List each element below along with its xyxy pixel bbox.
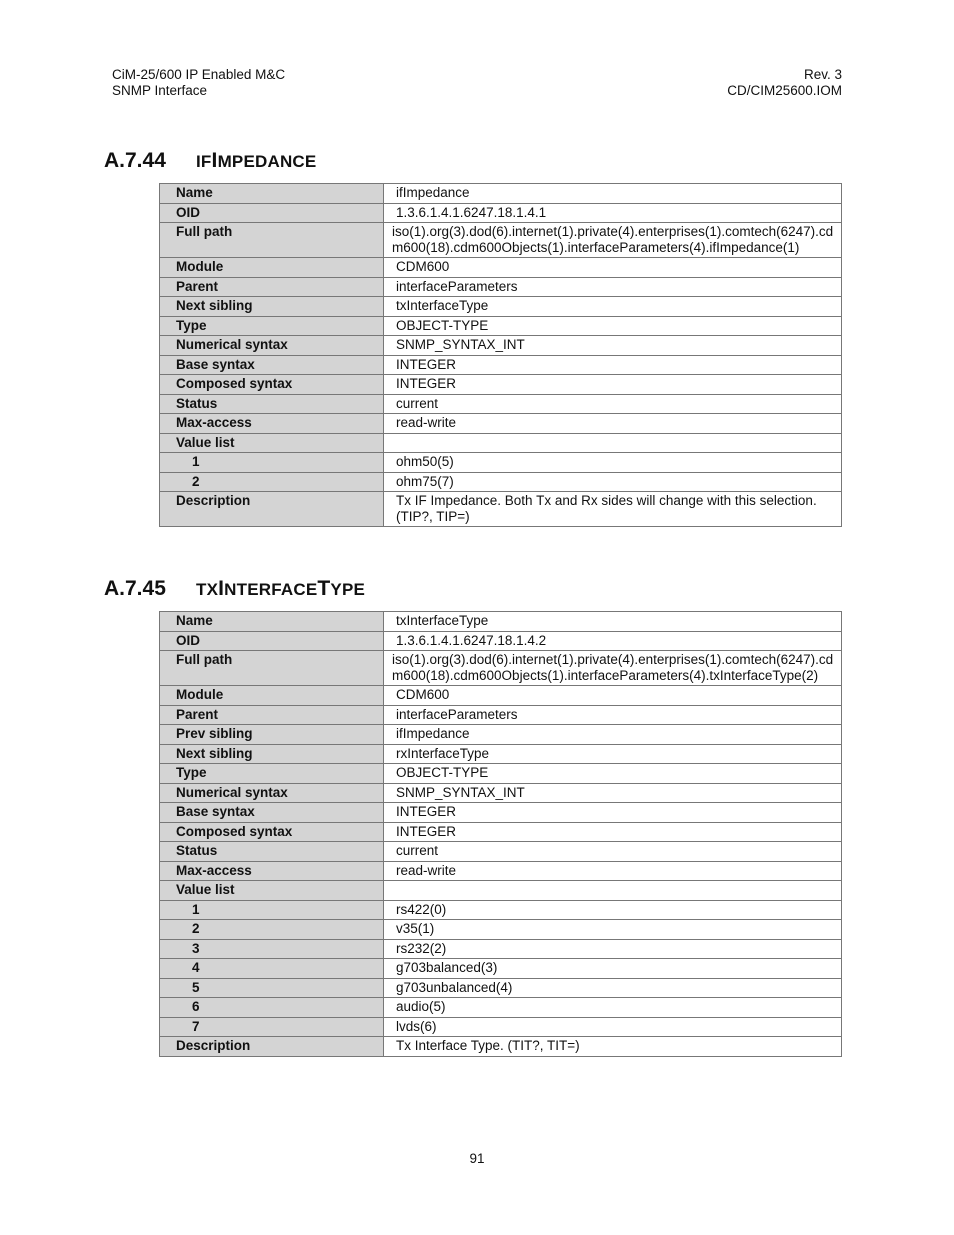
header-subtitle: SNMP Interface (112, 83, 208, 98)
field-value: SNMP_SYNTAX_INT (384, 783, 842, 803)
table-row (160, 978, 842, 998)
field-label: Status (160, 842, 384, 862)
field-value: 1.3.6.1.4.1.6247.18.1.4.2 (384, 631, 842, 651)
field-label: 1 (160, 453, 384, 473)
field-label: Value list (160, 433, 384, 453)
field-value: v35(1) (384, 920, 842, 940)
table-row (160, 203, 842, 223)
table-row (160, 472, 842, 492)
table-row (160, 1017, 842, 1037)
field-value: Tx IF Impedance. Both Tx and Rx sides will change with this selection. (TIP?, TIP=) (384, 492, 842, 527)
table-row (160, 822, 842, 842)
table-row (160, 453, 842, 473)
section-number: A.7.45 (104, 577, 166, 600)
field-label: Type (160, 316, 384, 336)
table-row (160, 612, 842, 632)
field-value: INTEGER (384, 822, 842, 842)
section-title-part: IF (196, 152, 212, 171)
field-value: Tx Interface Type. (TIT?, TIT=) (384, 1037, 842, 1057)
field-label: Description (160, 1037, 384, 1057)
field-label: Description (160, 492, 384, 527)
field-value: current (384, 394, 842, 414)
section-title-part: I (218, 577, 225, 600)
header-revision: Rev. 3 (803, 67, 842, 82)
field-value: ohm75(7) (384, 472, 842, 492)
section-title (196, 149, 316, 173)
section-title-part: MPEDANCE (217, 152, 317, 171)
field-label: 7 (160, 1017, 384, 1037)
section-title-part: NTERFACE (224, 580, 318, 599)
table-row (160, 959, 842, 979)
section-title-part: I (211, 149, 218, 172)
field-value: g703balanced(3) (384, 959, 842, 979)
field-label: Module (160, 686, 384, 706)
header-left (112, 67, 285, 99)
field-value: rs422(0) (384, 900, 842, 920)
table-row (160, 998, 842, 1018)
field-label: 2 (160, 472, 384, 492)
field-value: interfaceParameters (384, 277, 842, 297)
header-right (727, 67, 842, 99)
table-row (160, 725, 842, 745)
table-row (160, 939, 842, 959)
field-value: INTEGER (384, 355, 842, 375)
table-row (160, 744, 842, 764)
table-row (160, 764, 842, 784)
section-title (196, 577, 365, 601)
page-number: 91 (469, 1151, 485, 1166)
header-doc-id: CD/CIM25600.IOM (727, 83, 842, 98)
table-row (160, 861, 842, 881)
field-label: Parent (160, 277, 384, 297)
field-label: Parent (160, 705, 384, 725)
table-row (160, 297, 842, 317)
table-row (160, 651, 842, 686)
table-row (160, 184, 842, 204)
field-label: Name (160, 184, 384, 204)
field-value: CDM600 (384, 258, 842, 278)
table-row (160, 881, 842, 901)
field-value: iso(1).org(3).dod(6).internet(1).private(4).enterprises(1).comtech(6247).cdm600(18).cdm600Objects(1).interfaceParameters(4).txInterfaceType(2) (384, 651, 842, 686)
table-row (160, 900, 842, 920)
field-label: Type (160, 764, 384, 784)
table-row (160, 842, 842, 862)
field-label: 2 (160, 920, 384, 940)
field-value: OBJECT-TYPE (384, 316, 842, 336)
field-label: Module (160, 258, 384, 278)
field-label: 3 (160, 939, 384, 959)
section-title-part: TX (196, 580, 219, 599)
field-value: 1.3.6.1.4.1.6247.18.1.4.1 (384, 203, 842, 223)
field-value: OBJECT-TYPE (384, 764, 842, 784)
field-label: OID (160, 631, 384, 651)
field-value: ifImpedance (384, 725, 842, 745)
field-value: rs232(2) (384, 939, 842, 959)
field-label: OID (160, 203, 384, 223)
table-row (160, 705, 842, 725)
table-row (160, 1037, 842, 1057)
table-row (160, 433, 842, 453)
field-label: Next sibling (160, 744, 384, 764)
field-label: 5 (160, 978, 384, 998)
field-label: Full path (160, 223, 384, 258)
field-value: lvds(6) (384, 1017, 842, 1037)
field-value: txInterfaceType (384, 297, 842, 317)
table-row (160, 492, 842, 527)
spec-table-1 (159, 183, 842, 527)
field-label: Max-access (160, 861, 384, 881)
field-value: SNMP_SYNTAX_INT (384, 336, 842, 356)
field-label: 1 (160, 900, 384, 920)
field-label: 6 (160, 998, 384, 1018)
table-row (160, 277, 842, 297)
field-value: txInterfaceType (384, 612, 842, 632)
table-row (160, 414, 842, 434)
field-label: Composed syntax (160, 375, 384, 395)
table-row (160, 336, 842, 356)
table-row (160, 394, 842, 414)
table-row (160, 686, 842, 706)
field-label: Value list (160, 881, 384, 901)
section-title-part: YPE (330, 580, 366, 599)
field-label: Max-access (160, 414, 384, 434)
section-title-part: T (317, 577, 331, 600)
field-value: g703unbalanced(4) (384, 978, 842, 998)
table-row (160, 316, 842, 336)
field-value: current (384, 842, 842, 862)
field-value: audio(5) (384, 998, 842, 1018)
field-label: Next sibling (160, 297, 384, 317)
field-value: ifImpedance (384, 184, 842, 204)
field-label: Numerical syntax (160, 783, 384, 803)
field-value (384, 433, 842, 453)
field-value: iso(1).org(3).dod(6).internet(1).private(4).enterprises(1).comtech(6247).cdm600(18).cdm600Objects(1).interfaceParameters(4).ifImpedance(1) (384, 223, 842, 258)
field-value: INTEGER (384, 803, 842, 823)
field-value: ohm50(5) (384, 453, 842, 473)
field-value: CDM600 (384, 686, 842, 706)
table-row (160, 223, 842, 258)
table-row (160, 355, 842, 375)
field-label: Prev sibling (160, 725, 384, 745)
field-label: Numerical syntax (160, 336, 384, 356)
field-label: Composed syntax (160, 822, 384, 842)
field-value: INTEGER (384, 375, 842, 395)
table-row (160, 783, 842, 803)
field-label: Name (160, 612, 384, 632)
table-row (160, 803, 842, 823)
field-value (384, 881, 842, 901)
section-heading-1 (104, 149, 316, 173)
field-value: read-write (384, 414, 842, 434)
spec-table-2 (159, 611, 842, 1057)
field-label: Full path (160, 651, 384, 686)
header-product: CiM-25/600 IP Enabled M&C (112, 67, 286, 82)
field-label: Status (160, 394, 384, 414)
section-heading-2 (104, 577, 365, 601)
table-row (160, 375, 842, 395)
field-label: Base syntax (160, 803, 384, 823)
field-label: Base syntax (160, 355, 384, 375)
table-row (160, 258, 842, 278)
field-label: 4 (160, 959, 384, 979)
table-row (160, 631, 842, 651)
section-number: A.7.44 (104, 149, 166, 172)
table-row (160, 920, 842, 940)
field-value: rxInterfaceType (384, 744, 842, 764)
field-value: interfaceParameters (384, 705, 842, 725)
field-value: read-write (384, 861, 842, 881)
